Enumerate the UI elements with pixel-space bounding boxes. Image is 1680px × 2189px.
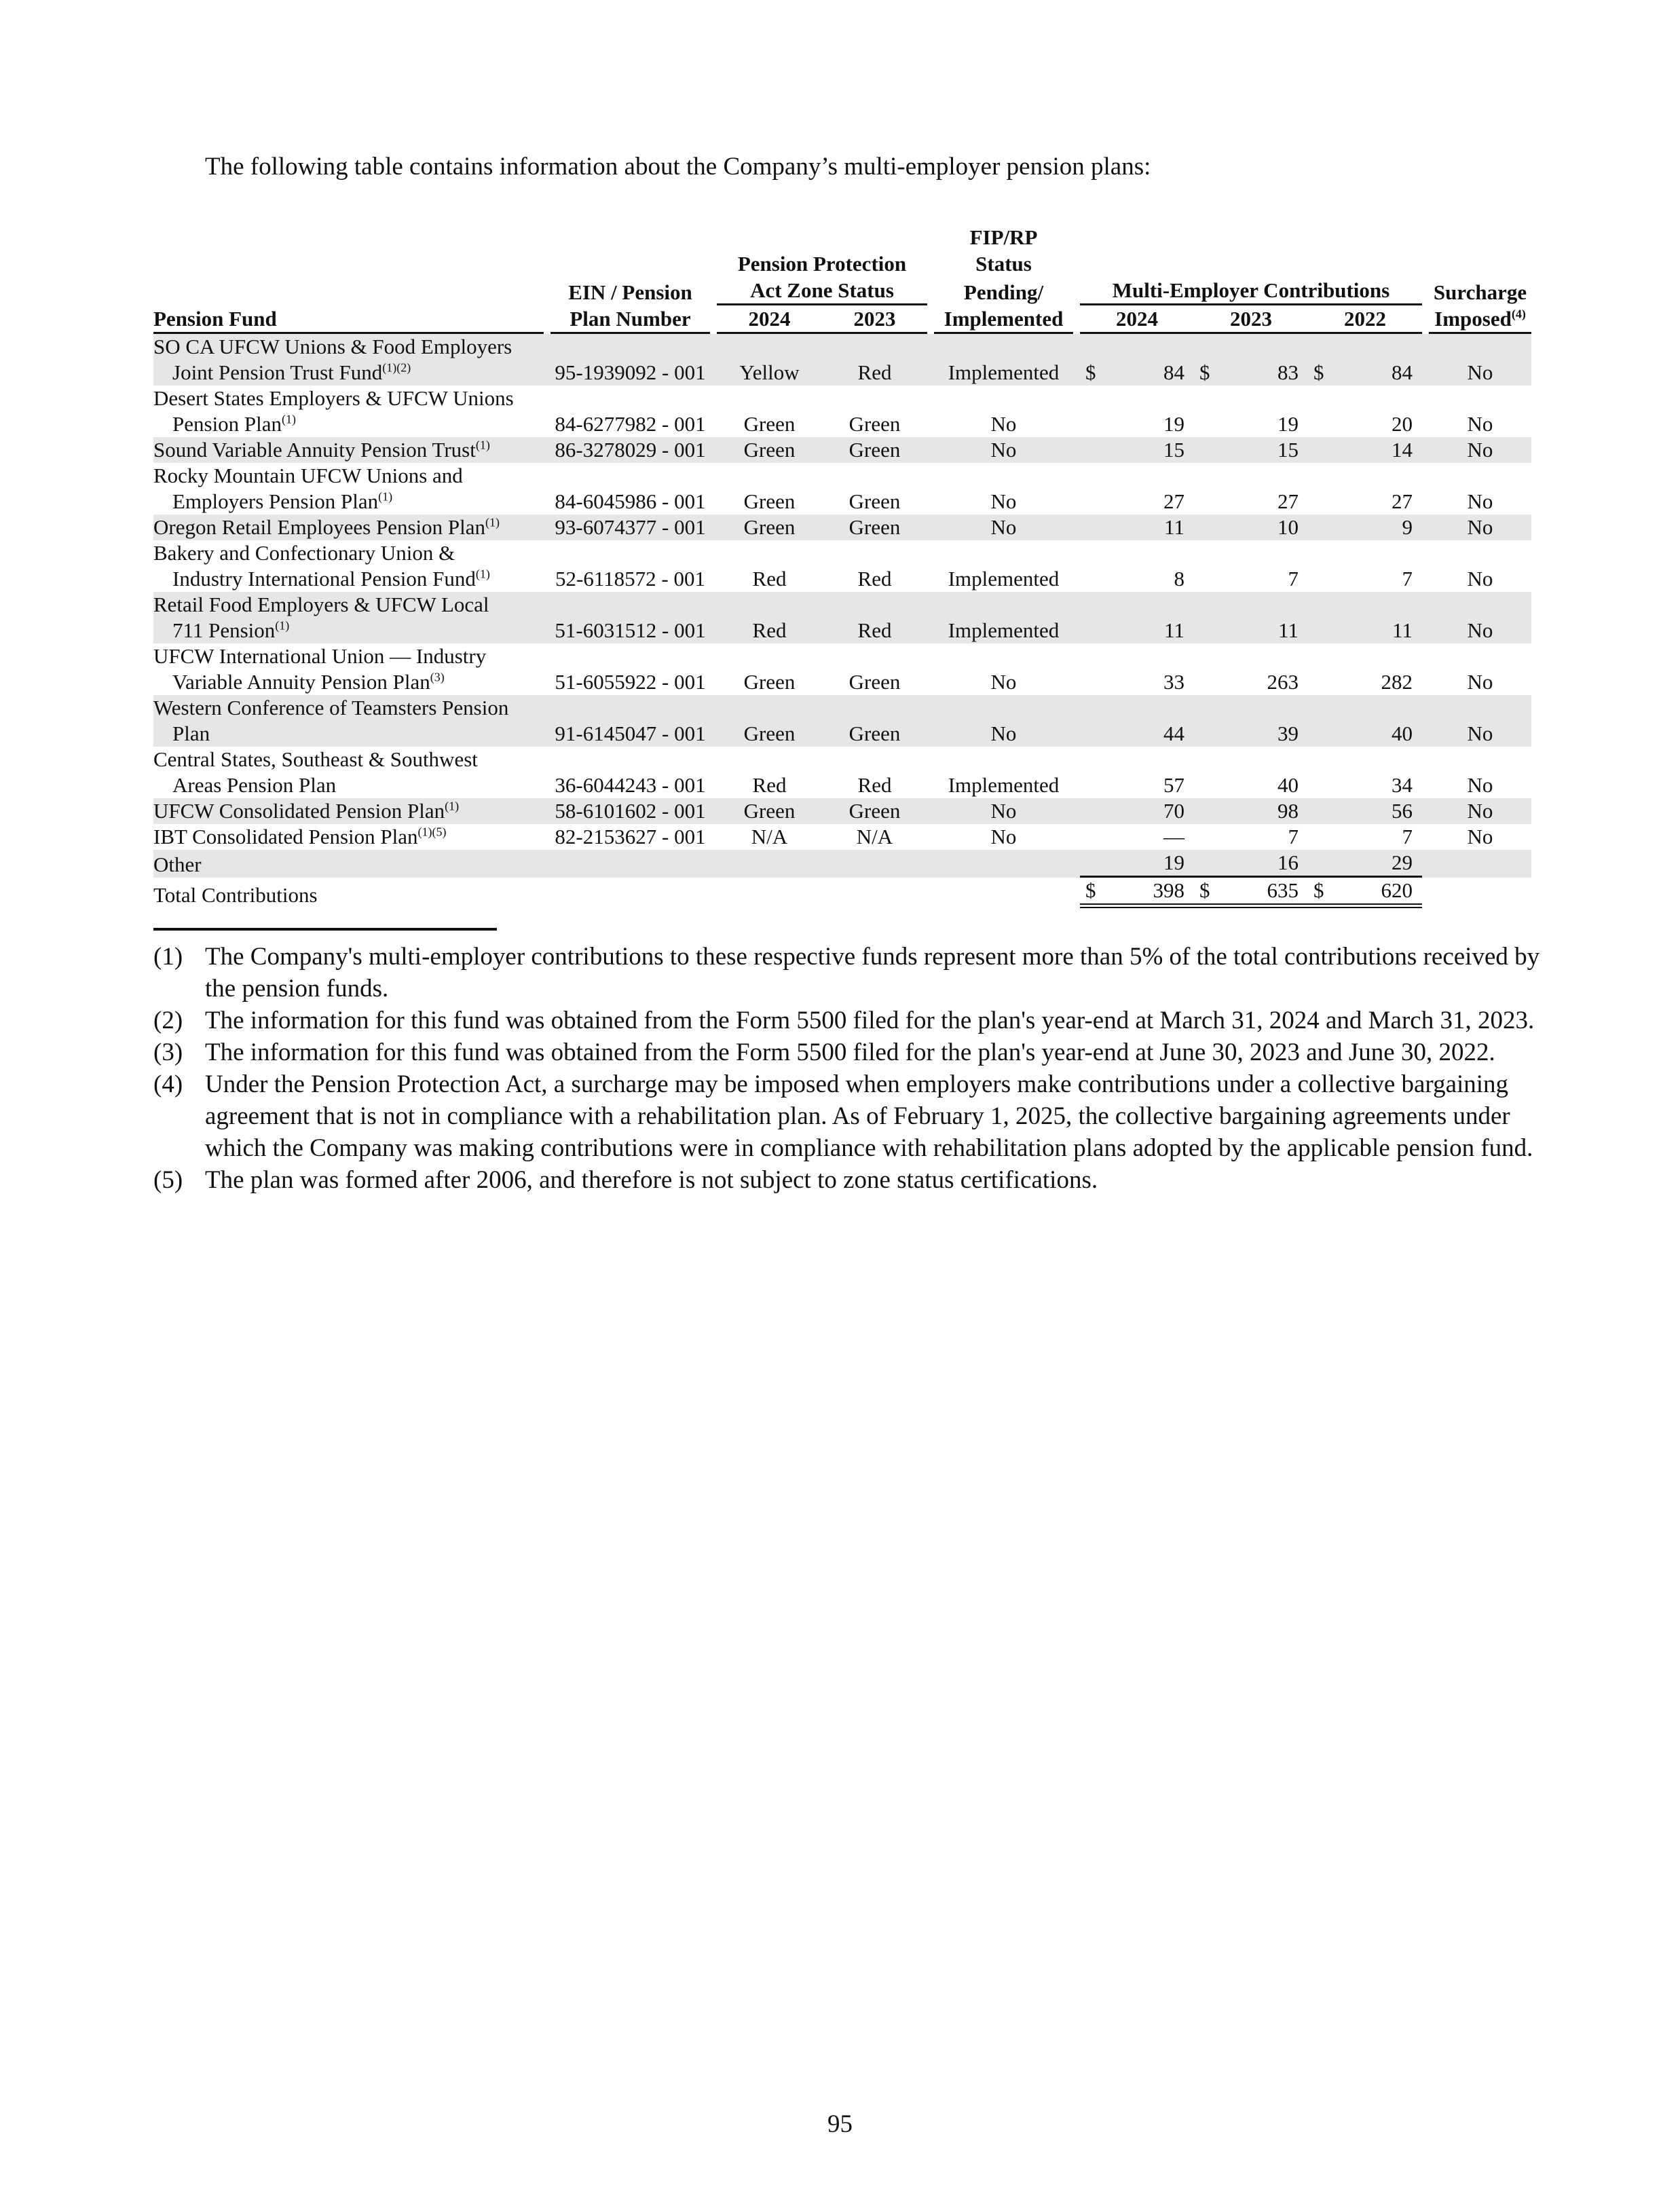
footnote-number: (2)	[153, 1007, 183, 1034]
zone-2024-cell: Yellow	[717, 334, 822, 386]
fip-status-cell: Implemented	[948, 773, 1060, 797]
fund-name-line1: Rocky Mountain UFCW Unions and	[153, 464, 463, 487]
contrib-2022-cell	[1308, 824, 1422, 850]
amount: 33	[1163, 670, 1184, 694]
fund-name	[153, 514, 544, 540]
currency-symbol: $	[1313, 360, 1324, 384]
surcharge-cell: No	[1467, 412, 1493, 436]
amount: 11	[1164, 618, 1184, 642]
surcharge-cell: No	[1429, 334, 1531, 386]
zone-2023-header: 2023	[822, 305, 927, 334]
zone-2024-cell: N/A	[751, 825, 788, 848]
contrib-2023-cell	[1194, 772, 1308, 798]
currency-symbol: $	[1313, 878, 1324, 902]
other-label: Other	[153, 850, 544, 878]
footnote-ref: (1)	[485, 515, 500, 529]
fund-name-line2	[153, 618, 544, 643]
zone-2023-cell: Green	[822, 437, 927, 463]
contributions-header: Multi-Employer Contributions	[1080, 277, 1422, 305]
footnote-item	[153, 941, 1552, 1005]
fund-name	[153, 824, 544, 850]
zone-2023-cell: Green	[848, 412, 901, 436]
other-2024-cell	[1080, 850, 1194, 878]
ein-cell: 86-3278029 - 001	[550, 437, 710, 463]
total-2024-cell	[1080, 878, 1194, 908]
fund-name-line2	[153, 360, 544, 386]
footnote-item	[153, 1036, 1552, 1068]
footnotes	[153, 941, 1552, 1196]
fund-name	[153, 592, 544, 643]
ein-cell: 82-2153627 - 001	[555, 825, 706, 848]
zone-2024-cell: Red	[752, 567, 787, 591]
contrib-2024-cell	[1080, 669, 1194, 695]
amount: 8	[1174, 567, 1184, 591]
fund-name	[153, 643, 544, 695]
zone-2023-cell: Green	[822, 514, 927, 540]
zone-2024-cell: Green	[743, 489, 796, 513]
fund-name	[153, 334, 544, 386]
contrib-2024-cell	[1080, 489, 1194, 514]
amount: 98	[1277, 799, 1299, 823]
contrib-2024-cell	[1080, 437, 1194, 463]
footnote-number: (1)	[153, 943, 183, 971]
zone-2023-cell: Green	[822, 798, 927, 824]
contrib-2023-cell	[1194, 489, 1308, 514]
fund-name-text: Areas Pension Plan	[172, 773, 337, 797]
contrib-2024-cell	[1080, 798, 1194, 824]
table-row	[153, 798, 1531, 824]
zone-2024-cell: Green	[743, 412, 796, 436]
fund-name-line1: SO CA UFCW Unions & Food Employers	[153, 335, 512, 358]
table-row	[153, 824, 1531, 850]
pension-table	[153, 224, 1531, 908]
amount: 263	[1267, 670, 1299, 694]
footnote-item	[153, 1068, 1552, 1164]
amount: 29	[1392, 850, 1413, 874]
contrib-2024-cell	[1080, 618, 1194, 643]
contrib-2022-cell	[1308, 437, 1422, 463]
table-row	[153, 592, 1531, 643]
fund-name-text: Industry International Pension Fund	[172, 567, 476, 591]
contrib-2023-cell	[1194, 566, 1308, 592]
currency-symbol: $	[1199, 360, 1210, 384]
fund-name	[153, 747, 544, 798]
zone-2024-cell: Red	[717, 592, 822, 643]
currency-symbol: $	[1085, 878, 1096, 902]
zone-2024-header: 2024	[717, 305, 822, 334]
currency-symbol: $	[1085, 360, 1096, 384]
amount: —	[1163, 825, 1184, 848]
contrib-2022-cell	[1308, 360, 1422, 386]
amount: 15	[1163, 438, 1184, 462]
ein-cell: 52-6118572 - 001	[555, 567, 705, 591]
currency-symbol: $	[1199, 878, 1210, 902]
amount: 15	[1277, 438, 1299, 462]
zone-2024-cell: Green	[717, 514, 822, 540]
ppa-header-2: Act Zone Status	[717, 277, 927, 305]
amount: 27	[1163, 489, 1184, 513]
footnote-ref: (1)	[445, 799, 460, 813]
surcharge-cell: No	[1467, 773, 1493, 797]
ein-cell: 95-1939092 - 001	[550, 334, 710, 386]
zone-2023-cell: Red	[857, 773, 892, 797]
table-row	[153, 695, 1531, 747]
amount: 11	[1392, 618, 1413, 642]
amount: 14	[1392, 438, 1413, 462]
zone-2023-cell: Red	[822, 592, 927, 643]
total-2022-cell	[1308, 878, 1422, 908]
page-number: 95	[827, 2110, 853, 2138]
surcharge-cell: No	[1429, 798, 1531, 824]
fund-name-line1: Bakery and Confectionary Union &	[153, 541, 455, 565]
amount: 11	[1278, 618, 1299, 642]
footnote-item	[153, 1164, 1552, 1196]
contrib-2022-cell	[1308, 669, 1422, 695]
amount: 44	[1163, 722, 1184, 745]
fip-header-1: FIP/RP	[969, 225, 1038, 249]
ein-header-2: Plan Number	[550, 305, 710, 334]
total-2023-cell	[1194, 878, 1308, 908]
fund-name-text: 711 Pension	[172, 618, 276, 642]
surcharge-cell: No	[1467, 567, 1493, 591]
ein-cell: 84-6277982 - 001	[555, 412, 706, 436]
other-row	[153, 850, 1531, 878]
zone-2023-cell: Green	[848, 489, 901, 513]
amount: 19	[1163, 412, 1184, 436]
amount: 40	[1392, 722, 1413, 745]
fund-name-line2	[153, 489, 544, 514]
amount: 19	[1163, 850, 1184, 874]
zone-2024-cell: Green	[717, 798, 822, 824]
contrib-2023-header: 2023	[1194, 305, 1308, 334]
fund-name	[153, 798, 544, 824]
fip-header-3: Pending/	[963, 280, 1044, 304]
fund-name-line2	[153, 566, 544, 592]
amount: 620	[1381, 878, 1413, 902]
total-label: Total Contributions	[153, 883, 318, 907]
fund-name-line1: Central States, Southeast & Southwest	[153, 747, 478, 771]
amount: 20	[1392, 412, 1413, 436]
table-row	[153, 334, 1531, 386]
footnote-ref: (1)	[275, 618, 290, 633]
contrib-2023-cell	[1194, 437, 1308, 463]
amount: 70	[1163, 799, 1184, 823]
ein-cell: 51-6031512 - 001	[550, 592, 710, 643]
footnote-divider	[153, 928, 497, 931]
amount: 19	[1277, 412, 1299, 436]
ppa-header-1: Pension Protection	[737, 252, 907, 276]
ein-header-1: EIN / Pension	[568, 280, 692, 304]
footnote-text: The information for this fund was obtained from the Form 5500 filed for the plan's year-end at March 31, 2024 and March 31, 2023.	[205, 1007, 1535, 1034]
surcharge-cell: No	[1429, 592, 1531, 643]
table-row	[153, 643, 1531, 695]
fund-name-text: Sound Variable Annuity Pension Trust	[153, 438, 476, 462]
footnote-ref: (1)	[475, 567, 490, 581]
surcharge-cell: No	[1467, 670, 1493, 694]
zone-2023-cell: Green	[822, 695, 927, 747]
amount: 27	[1277, 489, 1299, 513]
ein-cell: 84-6045986 - 001	[555, 489, 706, 513]
amount: 10	[1277, 515, 1299, 539]
fund-name-text: Oregon Retail Employees Pension Plan	[153, 515, 486, 539]
contrib-2024-cell	[1080, 721, 1194, 747]
contrib-2024-cell	[1080, 360, 1194, 386]
ein-cell: 36-6044243 - 001	[555, 773, 706, 797]
table-row	[153, 540, 1531, 592]
pension-fund-header: Pension Fund	[153, 305, 544, 334]
fip-status-cell: No	[934, 514, 1073, 540]
fund-name-line2	[153, 721, 544, 747]
fund-name	[153, 463, 544, 514]
fund-name-line2	[153, 669, 544, 695]
footnote-text: The information for this fund was obtained from the Form 5500 filed for the plan's year-end at June 30, 2023 and June 30, 2022.	[205, 1039, 1495, 1066]
amount: 11	[1164, 515, 1184, 539]
fund-name-line2	[153, 411, 544, 437]
fund-name-text: UFCW Consolidated Pension Plan	[153, 799, 445, 823]
footnote-ref: (3)	[430, 670, 445, 684]
fund-name-text: IBT Consolidated Pension Plan	[153, 825, 418, 848]
amount: 84	[1392, 360, 1413, 384]
zone-2024-cell: Green	[717, 437, 822, 463]
contrib-2022-header: 2022	[1308, 305, 1422, 334]
fip-status-cell: Implemented	[934, 592, 1073, 643]
fip-status-cell: Implemented	[934, 334, 1073, 386]
surcharge-cell: No	[1467, 825, 1493, 848]
fip-header-4: Implemented	[934, 305, 1073, 334]
fip-status-cell: Implemented	[948, 567, 1060, 591]
contrib-2024-cell	[1080, 772, 1194, 798]
fip-header-2: Status	[975, 252, 1032, 276]
fund-name-text: Pension Plan	[172, 412, 282, 436]
fund-name-line1: Desert States Employers & UFCW Unions	[153, 386, 514, 410]
contrib-2024-cell	[1080, 824, 1194, 850]
table-row	[153, 747, 1531, 798]
amount: 39	[1277, 722, 1299, 745]
contrib-2023-cell	[1194, 824, 1308, 850]
amount: 7	[1402, 567, 1413, 591]
footnote-number: (5)	[153, 1166, 183, 1194]
surcharge-cell: No	[1429, 695, 1531, 747]
table-row	[153, 386, 1531, 437]
footnote-ref: (1)	[378, 489, 393, 504]
fip-status-cell: No	[934, 798, 1073, 824]
footnote-ref: (1)(5)	[417, 825, 447, 839]
fund-name-text: Employers Pension Plan	[172, 489, 379, 513]
ein-cell: 51-6055922 - 001	[555, 670, 706, 694]
contrib-2023-cell	[1194, 411, 1308, 437]
contrib-2023-cell	[1194, 618, 1308, 643]
amount: 7	[1288, 567, 1299, 591]
footnote-text: Under the Pension Protection Act, a surcharge may be imposed when employers make contributions under a collective bargaining agreement that is not in compliance with a rehabilitation plan. As of February 1, 2025, the collective bargaining agreements under which the Company was making contributions were in compliance with rehabilitation plans adopted by the applicable pension fund.	[205, 1070, 1533, 1162]
footnote-ref: (1)	[475, 438, 490, 452]
amount: 16	[1277, 850, 1299, 874]
fund-name	[153, 540, 544, 592]
contrib-2023-cell	[1194, 360, 1308, 386]
footnote-ref: (1)(2)	[382, 360, 411, 375]
amount: 7	[1402, 825, 1413, 848]
surcharge-cell: No	[1467, 489, 1493, 513]
amount: 282	[1381, 670, 1413, 694]
amount: 84	[1163, 360, 1184, 384]
surcharge-header-1: Surcharge	[1433, 280, 1527, 304]
fund-name-line1: UFCW International Union — Industry	[153, 644, 487, 668]
table-body	[153, 334, 1531, 908]
ein-cell: 93-6074377 - 001	[550, 514, 710, 540]
footnote-ref: (1)	[282, 412, 297, 426]
contrib-2022-cell	[1308, 514, 1422, 540]
footnote-text: The plan was formed after 2006, and therefore is not subject to zone status certifications.	[205, 1166, 1098, 1194]
zone-2023-cell: Red	[857, 567, 892, 591]
amount: 83	[1277, 360, 1299, 384]
fip-status-cell: No	[990, 670, 1017, 694]
ein-cell: 91-6145047 - 001	[550, 695, 710, 747]
total-row	[153, 878, 1531, 908]
amount: 398	[1153, 878, 1184, 902]
fund-name	[153, 386, 544, 437]
fund-name-text: Variable Annuity Pension Plan	[172, 670, 430, 694]
zone-2024-cell: Green	[743, 670, 796, 694]
contrib-2022-cell	[1308, 566, 1422, 592]
fund-name-text: Plan	[172, 722, 210, 745]
contrib-2023-cell	[1194, 669, 1308, 695]
intro-text: The following table contains information about the Company’s multi-employer pension plans:	[205, 153, 1151, 181]
table-row	[153, 463, 1531, 514]
fip-status-cell: No	[990, 825, 1017, 848]
fip-status-cell: No	[934, 437, 1073, 463]
footnote-item	[153, 1005, 1552, 1036]
contrib-2024-cell	[1080, 411, 1194, 437]
footnote-number: (3)	[153, 1039, 183, 1066]
fip-status-cell: No	[990, 412, 1017, 436]
zone-2024-cell: Green	[717, 695, 822, 747]
zone-2023-cell: Red	[822, 334, 927, 386]
fund-name	[153, 437, 544, 463]
fund-name-text: Joint Pension Trust Fund	[172, 360, 383, 384]
amount: 56	[1392, 799, 1413, 823]
contrib-2022-cell	[1308, 618, 1422, 643]
fund-name-line1: Retail Food Employers & UFCW Local	[153, 593, 489, 616]
footnote-number: (4)	[153, 1070, 183, 1098]
zone-2023-cell: Green	[848, 670, 901, 694]
fund-name	[153, 695, 544, 747]
contrib-2022-cell	[1308, 489, 1422, 514]
amount: 57	[1163, 773, 1184, 797]
zone-2023-cell: N/A	[856, 825, 893, 848]
footnote-text: The Company's multi-employer contributions to these respective funds represent more than 5% of the total contributions received by the pension funds.	[205, 943, 1540, 1003]
zone-2024-cell: Red	[752, 773, 787, 797]
fip-status-cell: No	[990, 489, 1017, 513]
surcharge-cell: No	[1429, 437, 1531, 463]
amount: 27	[1392, 489, 1413, 513]
contrib-2023-cell	[1194, 514, 1308, 540]
surcharge-cell: No	[1429, 514, 1531, 540]
table-row	[153, 437, 1531, 463]
contrib-2024-cell	[1080, 566, 1194, 592]
contrib-2024-cell	[1080, 514, 1194, 540]
table-row	[153, 514, 1531, 540]
fip-status-cell: No	[934, 695, 1073, 747]
contrib-2023-cell	[1194, 721, 1308, 747]
contrib-2024-header: 2024	[1080, 305, 1194, 334]
contrib-2022-cell	[1308, 798, 1422, 824]
surcharge-header-2: Imposed$^{(4)}$	[1429, 305, 1531, 334]
contrib-2022-cell	[1308, 411, 1422, 437]
amount: 34	[1392, 773, 1413, 797]
amount: 7	[1288, 825, 1299, 848]
ein-cell: 58-6101602 - 001	[550, 798, 710, 824]
contrib-2022-cell	[1308, 721, 1422, 747]
fund-name-line2	[153, 772, 544, 798]
amount: 9	[1402, 515, 1413, 539]
amount: 635	[1267, 878, 1299, 902]
other-2022-cell	[1308, 850, 1422, 878]
fund-name-line1: Western Conference of Teamsters Pension	[153, 696, 509, 719]
contrib-2023-cell	[1194, 798, 1308, 824]
contrib-2022-cell	[1308, 772, 1422, 798]
other-2023-cell	[1194, 850, 1308, 878]
amount: 40	[1277, 773, 1299, 797]
